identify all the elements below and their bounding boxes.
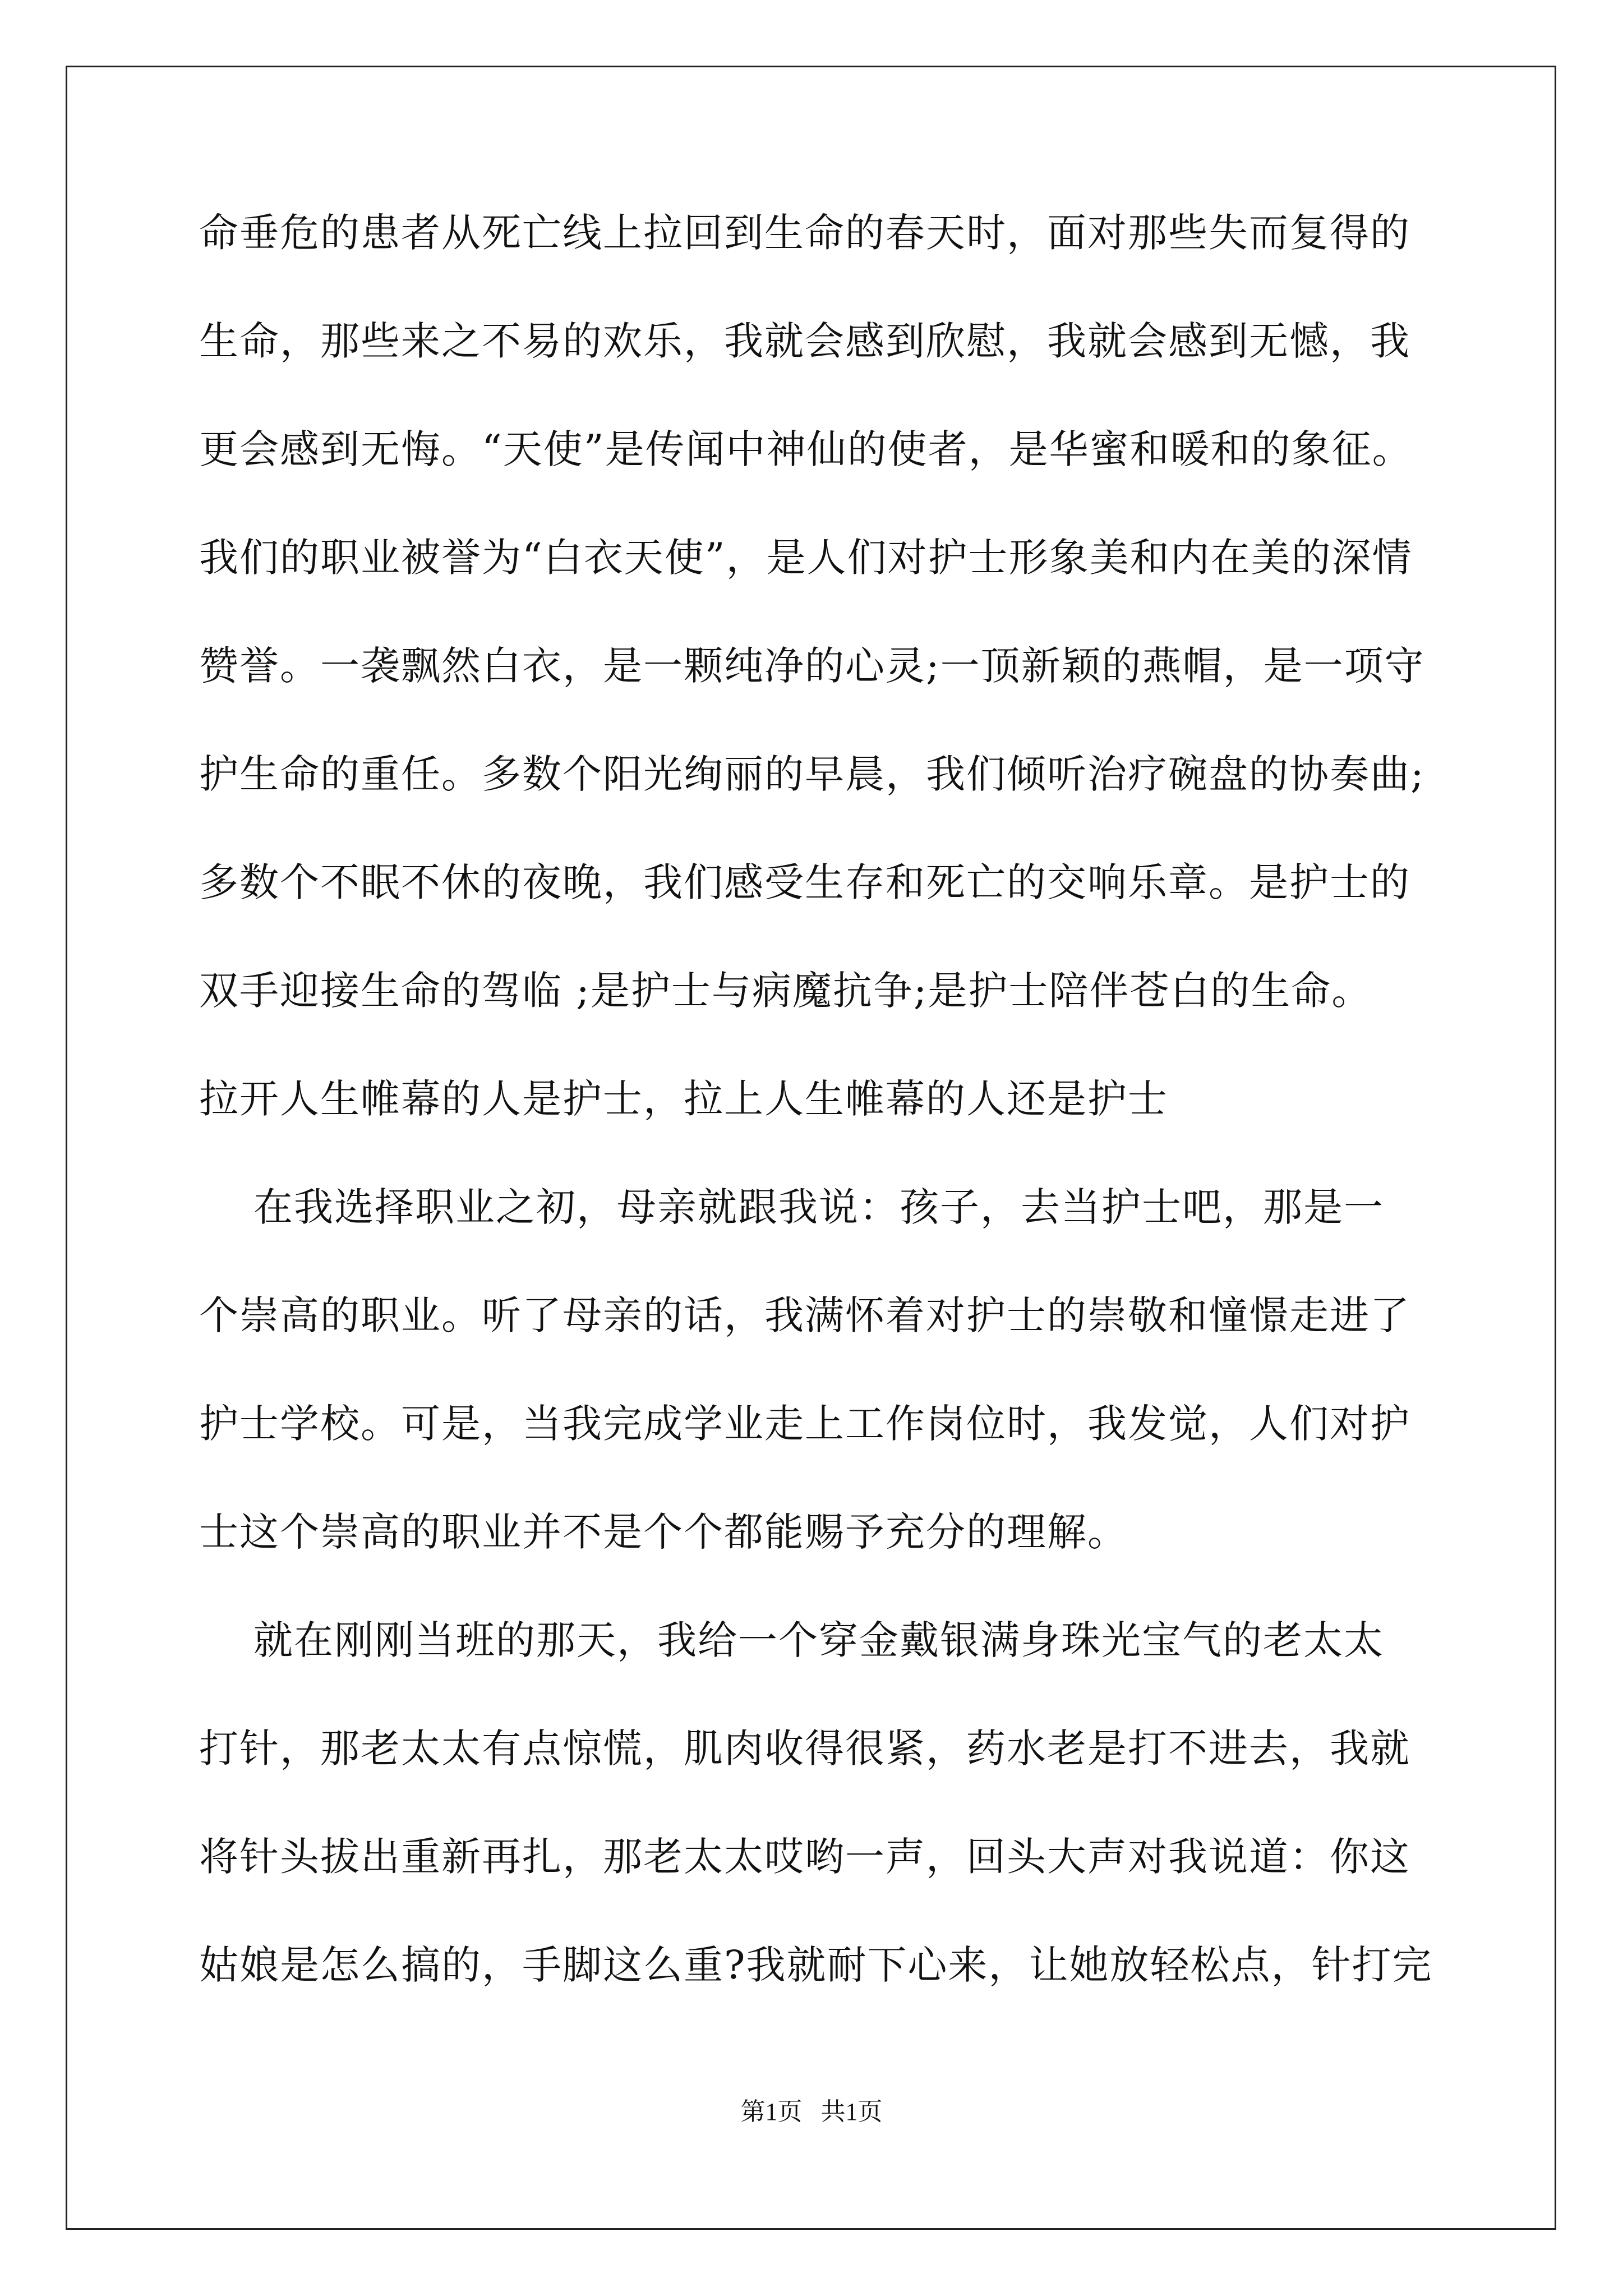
paragraph-start-line: 就在刚刚当班的那天，我给一个穿金戴银满身珠光宝气的老太太 [199, 1617, 1385, 1663]
text-line: 护士学校。可是，当我完成学业走上工作岗位时，我发觉，人们对护 [199, 1401, 1410, 1447]
text-line: 赞誉。一袭飘然白衣，是一颗纯净的心灵;一顶新颖的燕帽，是一项守 [199, 643, 1425, 689]
text-line: 士这个崇高的职业并不是个个都能赐予充分的理解。 [199, 1509, 1128, 1555]
text-line: 打针，那老太太有点惊慌，肌肉收得很紧，药水老是打不进去，我就 [199, 1726, 1410, 1772]
text-line: 双手迎接生命的驾临 ;是护士与病魔抗争;是护士陪伴苍白的生命。 [199, 968, 1372, 1014]
paragraph-start-line: 在我选择职业之初，母亲就跟我说：孩子，去当护士吧，那是一 [199, 1184, 1385, 1230]
text-line: 护生命的重任。多数个阳光绚丽的早晨，我们倾听治疗碗盘的协奏曲; [199, 751, 1425, 797]
page-footer: 第1页 共1页 [740, 2098, 883, 2125]
text-line: 将针头拔出重新再扎，那老太太哎哟一声，回头大声对我说道：你这 [199, 1834, 1410, 1880]
text-line: 我们的职业被誉为“白衣天使”，是人们对护士形象美和内在美的深情 [199, 535, 1413, 581]
text-line: 更会感到无悔。“天使”是传闻中神仙的使者，是华蜜和暖和的象征。 [199, 426, 1413, 472]
text-line: 命垂危的患者从死亡线上拉回到生命的春天时，面对那些失而复得的 [199, 210, 1410, 256]
text-line: 生命，那些来之不易的欢乐，我就会感到欣慰，我就会感到无憾，我 [199, 318, 1410, 364]
text-line: 多数个不眠不休的夜晚，我们感受生存和死亡的交响乐章。是护士的 [199, 859, 1410, 905]
text-line: 姑娘是怎么搞的，手脚这么重?我就耐下心来，让她放轻松点，针打完 [199, 1942, 1433, 1988]
text-line: 个崇高的职业。听了母亲的话，我满怀着对护士的崇敬和憧憬走进了 [199, 1292, 1410, 1338]
page-border [66, 66, 1556, 2230]
text-line: 拉开人生帷幕的人是护士，拉上人生帷幕的人还是护士 [199, 1076, 1168, 1122]
